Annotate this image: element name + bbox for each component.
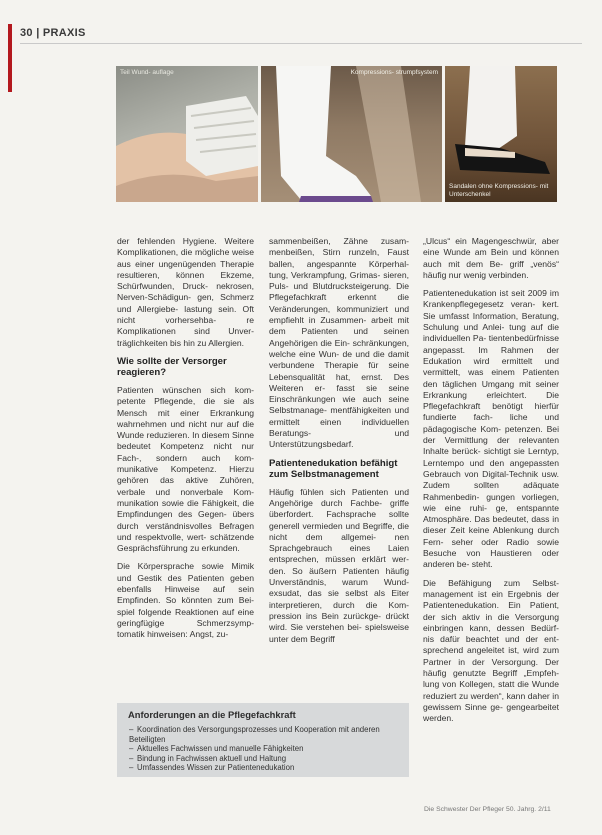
photo-strip	[116, 66, 557, 202]
header-divider	[20, 43, 582, 44]
shoe-illustration	[445, 66, 557, 202]
text-column-3	[423, 236, 559, 731]
foot-bandage-illustration	[116, 66, 258, 202]
photo-shoe	[445, 66, 557, 202]
list-item: – Aktuelles Fachwissen und manuelle Fähigkeiten	[129, 744, 304, 754]
box-title: Anforderungen an die Pflegefachkraft	[128, 709, 296, 720]
photo-stocking	[261, 66, 442, 202]
stocking-illustration	[261, 66, 442, 202]
requirements-box	[117, 703, 409, 777]
list-item: – Bindung in Fachwissen aktuell und Haltung	[129, 753, 287, 763]
photo-caption: Kompressions- strumpfsystem	[350, 69, 438, 76]
text-column-2	[269, 236, 409, 652]
page-footer: Die Schwester Der Pfleger 50. Jahrg. 2/11	[424, 806, 551, 813]
page-header: 30 | PRAXIS	[20, 27, 86, 39]
photo-caption: Sandalen ohne Kompressions- mit Unterschenkel	[449, 183, 549, 198]
list-item: – Koordination des Versorgungsprozesses und Kooperation mit anderen Beteiligten	[129, 725, 380, 744]
text-column-1	[117, 236, 254, 648]
section-accent-bar	[8, 24, 12, 92]
paragraph: Patientenedukation ist seit 2009 im Krankenpflegegesetz veran- kert. Sie umfasst Information, Beratung, Schulung und Anlei- tung auf die individuellen Pa- tientenbedürfnisse angepasst. Im Rahmen der Edukation wird ermittelt und vermittelt, was einem Patienten den täglichen Umgang mit seiner Erkrankung erleichtert. Die Pflegefachkraft benötigt hierfür fundierte fach- liche und pädagogische Kom- petenzen. Bei der Vermittlung der relevanten Inhalte berück- sichtigt sie Lerntyp, Lerntempo und den angepassten Gebrauch von Digital-Technik usw. Zudem sollten adäquate Rahmenbedin- gungen vorliegen, wie eine ruhi- ge, entspannte Atmosphäre. Das bedeutet, dass in dieser Zeit keine Ablenkung durch Fern- seher oder Radio sowie Besuche von Haustieren oder anderen be- steht.	[423, 288, 559, 570]
list-item: – Umfassendes Wissen zur Patientenedukation	[129, 763, 295, 773]
photo-bandaged-foot	[116, 66, 258, 202]
paragraph: der fehlenden Hygiene. Weitere Komplikationen, die mögliche weise aus einer ungenügenden Therapie resultieren, können Ekzeme, Schürfwunden, Druck- nekrosen, Nerven-Schädigun- gen, Schmerz und Allergiebe- lastung sein. Oft nicht vorhersehba- re Komplikationen sind Unver- träglichkeiten bis hin zu Allergien.	[117, 236, 254, 348]
paragraph: Die Befähigung zum Selbst- management ist ein Ergebnis der Patientenedukation. Ein Patient, der sich aktiv in die Versorgung einbringen kann, dessen Bedürf- nis dafür beachtet und der ent- sprechend angeleitet ist, wird zum Partner in der Versorgung. Der häufig genutzte Begriff „Empfeh- lung von Kollegen, statt die Wunde reduziert zu werden“, kann daher in gewissem Sinne ge- gengearbeitet werden.	[423, 577, 559, 724]
requirements-list	[129, 725, 399, 773]
section-heading: Wie sollte der Versorger reagieren?	[117, 355, 227, 379]
section-heading: Patientenedukation befähigt zum Selbstmanagement	[269, 457, 398, 481]
paragraph: Patienten wünschen sich kom- petente Pflegende, die sie als Mensch mit einer Erkrankung wahrnehmen und nicht nur auf die Wunde reduzieren. In diesem Sinne bedeutet Kompetenz nicht nur Fach-, sondern auch kom- munikative Kompetenz. Hierzu gehören das aktive Zuhören, verbale und nonverbale Kom- munikation sowie die Fähigkeit, die Empfindungen des Gegen- übers durch verständnisvolles Befragen und respektvolle, wert- schätzende Gesprächsführung zu erkunden.	[117, 384, 254, 554]
photo-caption: Teil Wund- auflage	[120, 69, 174, 76]
paragraph: Häufig fühlen sich Patienten und Angehörige durch Fachbe- griffe überfordert. Fachsprache sollte generell vermieden und Begriffe, die nicht dem allgemei- nen Sprachgebrauch eines Laien entsprechen, müssen erklärt wer- den. So äußern Patienten häufig Unverständnis, warum Wund- exsudat, das sie selbst als Eiter interpretieren, durch die Kom- pression ins Bein zurückge- drückt wird. Sie verstehen bei- spielsweise unter dem Begriff	[269, 486, 409, 644]
paragraph: „Ulcus“ ein Magengeschwür, aber eine Wunde am Bein und können auch mit dem Be- griff „venös“ häufig nur wenig verbinden.	[423, 236, 559, 280]
paragraph: sammenbeißen, Zähne zusam- menbeißen, Stirn runzeln, Faust ballen, angespannte Körperhal- tung, Verkrampfung, Grimas- sieren, Puls- und Blutdrucksteigerung. Die Pflegefachkraft erkennt die Veränderungen, kommuniziert und empfiehlt in Zusammen- arbeit mit dem Patienten und seinen Angehörigen die Ein- schränkungen, welche eine Wun- de und die damit verbundene Therapie für seine Lebensqualität hat, ernst. Des Weiteren er- fasst sie seine Einschränkungen wie auch seine Selbstmanage- mentfähigkeiten und ermittelt einen individuellen Beratungs- und Unterstützungsbedarf.	[269, 236, 409, 450]
paragraph: Die Körpersprache sowie Mimik und Gestik des Patienten geben ebenfalls Hinweise auf sein Empfinden. So könnten zum Bei- spiel folgende Reaktionen auf eine geringfügige Schmerzsymp- tomatik hinweisen: Angst, zu-	[117, 561, 254, 640]
